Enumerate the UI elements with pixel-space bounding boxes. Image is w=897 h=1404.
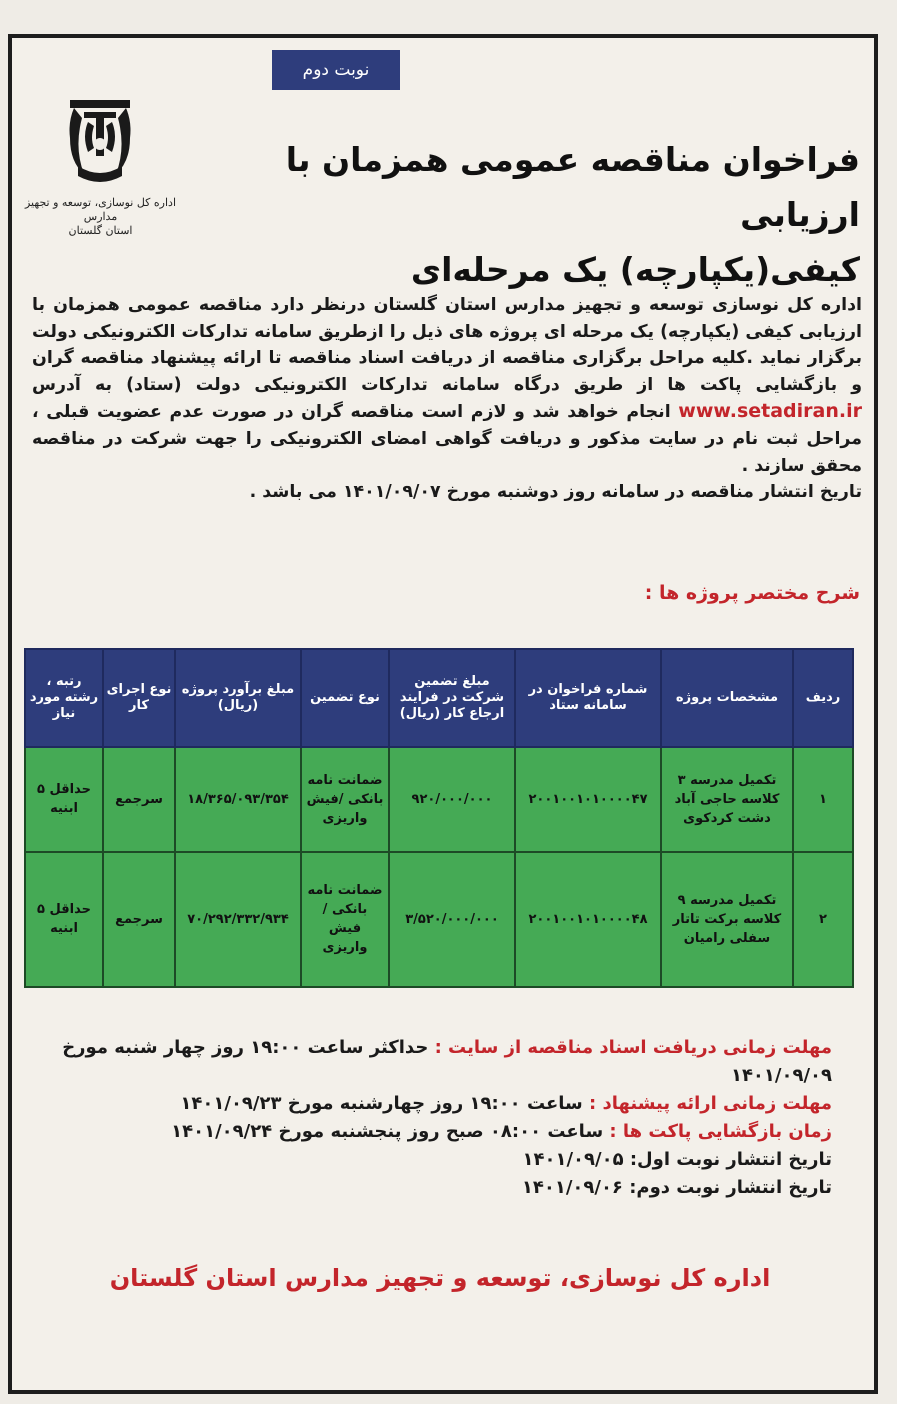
- header-project-spec: مشخصات پروژه: [661, 649, 793, 747]
- deadline-opening: [24, 1118, 832, 1146]
- deadline-documents: [24, 1034, 832, 1090]
- cell-call-number: ۲۰۰۱۰۰۱۰۱۰۰۰۰۴۸: [515, 852, 661, 987]
- deadline-documents-value: حداکثر ساعت ۱۹:۰۰ روز چهار شنبه مورخ ۱۴۰۱/۰۹/۰۹: [62, 1037, 832, 1086]
- header-guarantee-type: نوع تضمین: [301, 649, 389, 747]
- intro-before-url: اداره کل نوسازی توسعه و تجهیز مدارس استان گلستان درنظر دارد مناقصه عمومی همزمان با ارزیابی کیفی (یکپارچه) یک مرحله ای پروژه های ذیل را ازطریق سامانه تدارکات الکترونیکی دولت برگزار نماید .کلیه مراحل برگزاری مناقصه از دریافت اسناد مناقصه تا ارائه پیشنهاد مناقصه گران و بازگشایی پاکت ها از طریق درگاه سامانه تدارکات الکترونیکی دولت (ستاد) به آدرس: [32, 295, 862, 395]
- projects-table: [24, 648, 854, 988]
- logo-caption-line1: اداره کل نوسازی، توسعه و تجهیز مدارس: [24, 196, 177, 223]
- table-row: [25, 747, 853, 852]
- publish-date-line: تاریخ انتشار مناقصه در سامانه روز دوشنبه مورخ ۱۴۰۱/۰۹/۰۷ می باشد .: [249, 482, 862, 503]
- projects-section-title: شرح مختصر پروژه ها :: [644, 582, 860, 604]
- header-call-number: شماره فراخوان در سامانه ستاد: [515, 649, 661, 747]
- cell-guarantee-amount: ۳/۵۲۰/۰۰۰/۰۰۰: [389, 852, 515, 987]
- cell-row-number: ۲: [793, 852, 853, 987]
- cell-execution-type: سرجمع: [103, 747, 175, 852]
- cell-project-spec: تکمیل مدرسه ۹ کلاسه برکت تاتار سفلی رامیان: [661, 852, 793, 987]
- second-publish-date: تاریخ انتشار نوبت دوم: ۱۴۰۱/۰۹/۰۶: [521, 1177, 832, 1198]
- deadline-proposal-label: مهلت زمانی ارائه پیشنهاد :: [589, 1093, 832, 1114]
- table-row: [25, 852, 853, 987]
- logo-caption-line2: استان گلستان: [68, 224, 133, 237]
- first-publish-date: تاریخ انتشار نوبت اول: ۱۴۰۱/۰۹/۰۵: [522, 1149, 832, 1170]
- cell-required-grade: حداقل ۵ ابنیه: [25, 747, 103, 852]
- cell-required-grade: حداقل ۵ ابنیه: [25, 852, 103, 987]
- deadline-opening-label: زمان بازگشایی پاکت ها :: [609, 1121, 832, 1142]
- issuer-footer: اداره کل نوسازی، توسعه و تجهیز مدارس استان گلستان: [109, 1264, 771, 1292]
- round-badge: نوبت دوم: [272, 50, 400, 90]
- setad-url-link[interactable]: www.setadiran.ir: [678, 400, 862, 423]
- announcement-title: [195, 132, 860, 297]
- intro-paragraph: [32, 292, 862, 506]
- cell-row-number: ۱: [793, 747, 853, 852]
- header-execution-type: نوع اجرای کار: [103, 649, 175, 747]
- cell-guarantee-type: ضمانت نامه بانکی / فیش واریزی: [301, 852, 389, 987]
- cell-guarantee-amount: ۹۲۰/۰۰۰/۰۰۰: [389, 747, 515, 852]
- title-line2: کیفی(یکپارچه) یک مرحله‌ای: [410, 250, 860, 289]
- deadline-proposal-value: ساعت ۱۹:۰۰ روز چهارشنبه مورخ ۱۴۰۱/۰۹/۲۳: [180, 1093, 583, 1114]
- logo-caption: [18, 196, 183, 238]
- deadlines-block: [24, 1034, 832, 1202]
- cell-project-spec: تکمیل مدرسه ۳ کلاسه حاجی آباد دشت کردکوی: [661, 747, 793, 852]
- header-required-grade: رتبه ، رشته مورد نیاز: [25, 649, 103, 747]
- header-guarantee-amount: مبلغ تضمین شرکت در فرایند ارجاع کار (ریال): [389, 649, 515, 747]
- title-line1: فراخوان مناقصه عمومی همزمان با ارزیابی: [285, 140, 860, 234]
- header-estimate-amount: مبلغ برآورد پروژه (ریال): [175, 649, 301, 747]
- cell-execution-type: سرجمع: [103, 852, 175, 987]
- cell-estimate-amount: ۷۰/۲۹۲/۳۳۲/۹۳۴: [175, 852, 301, 987]
- table-header-row: [25, 649, 853, 747]
- header-row-number: ردیف: [793, 649, 853, 747]
- intro-after-url: انجام خواهد شد و لازم است مناقصه گران در صورت عدم عضویت قبلی ، مراحل ثبت نام در سایت مذکور و دریافت گواهی امضای الکترونیکی را جهت شرکت در مناقصه محقق سازند .: [32, 402, 862, 476]
- cell-guarantee-type: ضمانت نامه بانکی /فیش واریزی: [301, 747, 389, 852]
- cell-call-number: ۲۰۰۱۰۰۱۰۱۰۰۰۰۴۷: [515, 747, 661, 852]
- cell-estimate-amount: ۱۸/۳۶۵/۰۹۳/۳۵۴: [175, 747, 301, 852]
- deadline-documents-label: مهلت زمانی دریافت اسناد مناقصه از سایت :: [434, 1037, 832, 1058]
- deadline-opening-value: ساعت ۰۸:۰۰ صبح روز پنجشنبه مورخ ۱۴۰۱/۰۹/۲۴: [171, 1121, 604, 1142]
- deadline-proposal: [24, 1090, 832, 1118]
